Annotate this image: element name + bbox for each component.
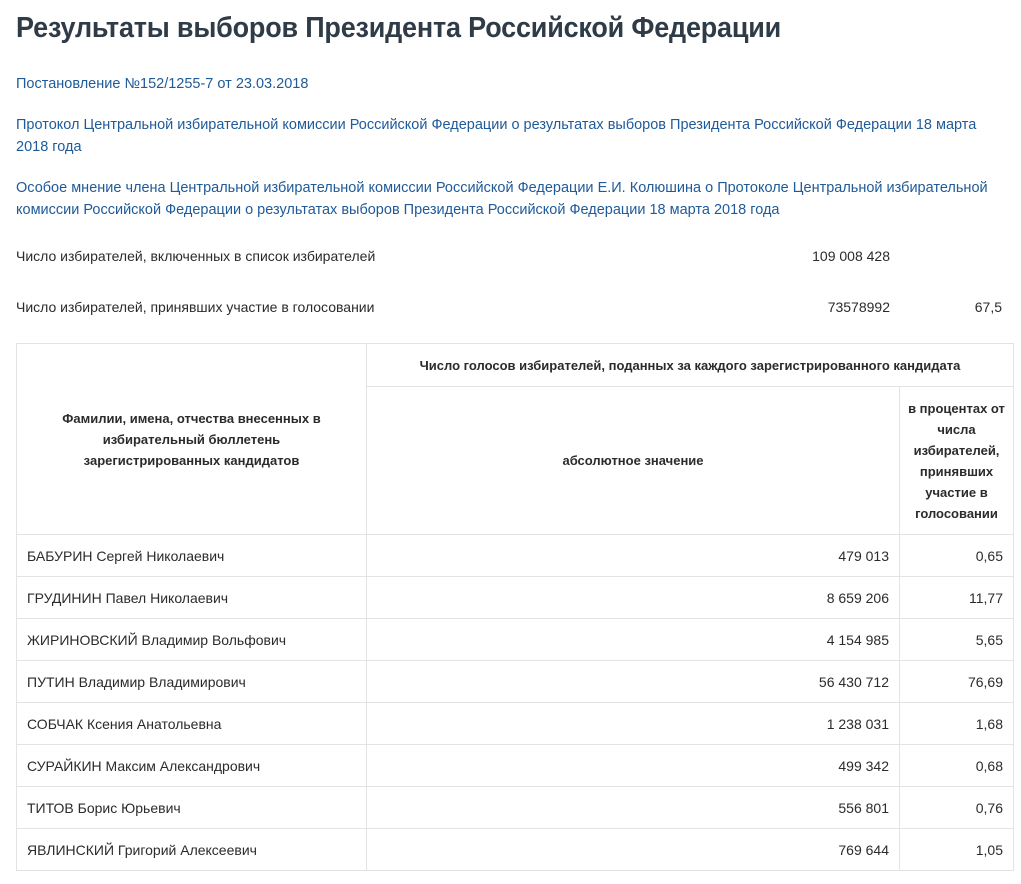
page-title: Результаты выборов Президента Российской Федерации — [16, 12, 782, 44]
candidate-votes: 56 430 712 — [367, 661, 900, 703]
candidate-percent: 11,77 — [900, 577, 1014, 619]
table-row — [17, 619, 1014, 661]
candidate-name: СУРАЙКИН Максим Александрович — [17, 745, 367, 787]
candidate-name: ЖИРИНОВСКИЙ Владимир Вольфович — [17, 619, 367, 661]
voters-registered-label: Число избирателей, включенных в список избирателей — [16, 248, 376, 264]
voters-participated-value: 73578992 — [827, 299, 890, 315]
candidate-name: ЯВЛИНСКИЙ Григорий Алексеевич — [17, 829, 367, 871]
candidate-name: СОБЧАК Ксения Анатольевна — [17, 703, 367, 745]
candidate-percent: 1,05 — [900, 829, 1014, 871]
dissenting-opinion-link[interactable]: Особое мнение члена Центральной избирательной комиссии Российской Федерации Е.И. Колюшина о Протоколе Центральной избирательной комиссии Российской Федерации о результатах выборов Президента Российской Федерации 18 марта 2018 года — [16, 180, 988, 218]
table-row — [17, 661, 1014, 703]
candidate-percent: 0,65 — [900, 535, 1014, 577]
candidate-percent: 1,68 — [900, 703, 1014, 745]
candidate-percent: 76,69 — [900, 661, 1014, 703]
candidate-percent: 5,65 — [900, 619, 1014, 661]
candidate-name: БАБУРИН Сергей Николаевич — [17, 535, 367, 577]
voters-participated-label: Число избирателей, принявших участие в голосовании — [16, 299, 375, 315]
table-row — [17, 829, 1014, 871]
table-row — [17, 787, 1014, 829]
decree-link[interactable]: Постановление №152/1255-7 от 23.03.2018 — [16, 76, 309, 92]
voters-participated-percent: 67,5 — [974, 299, 1002, 315]
table-row — [17, 535, 1014, 577]
header-percent: в процентах от числа избирателей, принявших участие в голосовании — [900, 387, 1014, 535]
header-candidate-names: Фамилии, имена, отчества внесенных в избирательный бюллетень зарегистрированных кандидатов — [17, 344, 367, 535]
results-table — [16, 343, 1014, 871]
candidate-votes: 769 644 — [367, 829, 900, 871]
candidate-votes: 8 659 206 — [367, 577, 900, 619]
candidate-votes: 556 801 — [367, 787, 900, 829]
table-row — [17, 703, 1014, 745]
protocol-link[interactable]: Протокол Центральной избирательной комиссии Российской Федерации о результатах выборов Президента Российской Федерации 18 марта 2018 года — [16, 117, 977, 155]
candidate-percent: 0,68 — [900, 745, 1014, 787]
header-absolute-value: абсолютное значение — [367, 387, 900, 535]
candidate-percent: 0,76 — [900, 787, 1014, 829]
candidate-votes: 499 342 — [367, 745, 900, 787]
candidate-votes: 1 238 031 — [367, 703, 900, 745]
candidate-name: ТИТОВ Борис Юрьевич — [17, 787, 367, 829]
table-row — [17, 745, 1014, 787]
table-row — [17, 577, 1014, 619]
candidate-name: ПУТИН Владимир Владимирович — [17, 661, 367, 703]
voters-registered-value: 109 008 428 — [812, 248, 890, 264]
candidate-votes: 4 154 985 — [367, 619, 900, 661]
header-votes-group: Число голосов избирателей, поданных за каждого зарегистрированного кандидата — [367, 344, 1014, 387]
candidate-votes: 479 013 — [367, 535, 900, 577]
candidate-name: ГРУДИНИН Павел Николаевич — [17, 577, 367, 619]
